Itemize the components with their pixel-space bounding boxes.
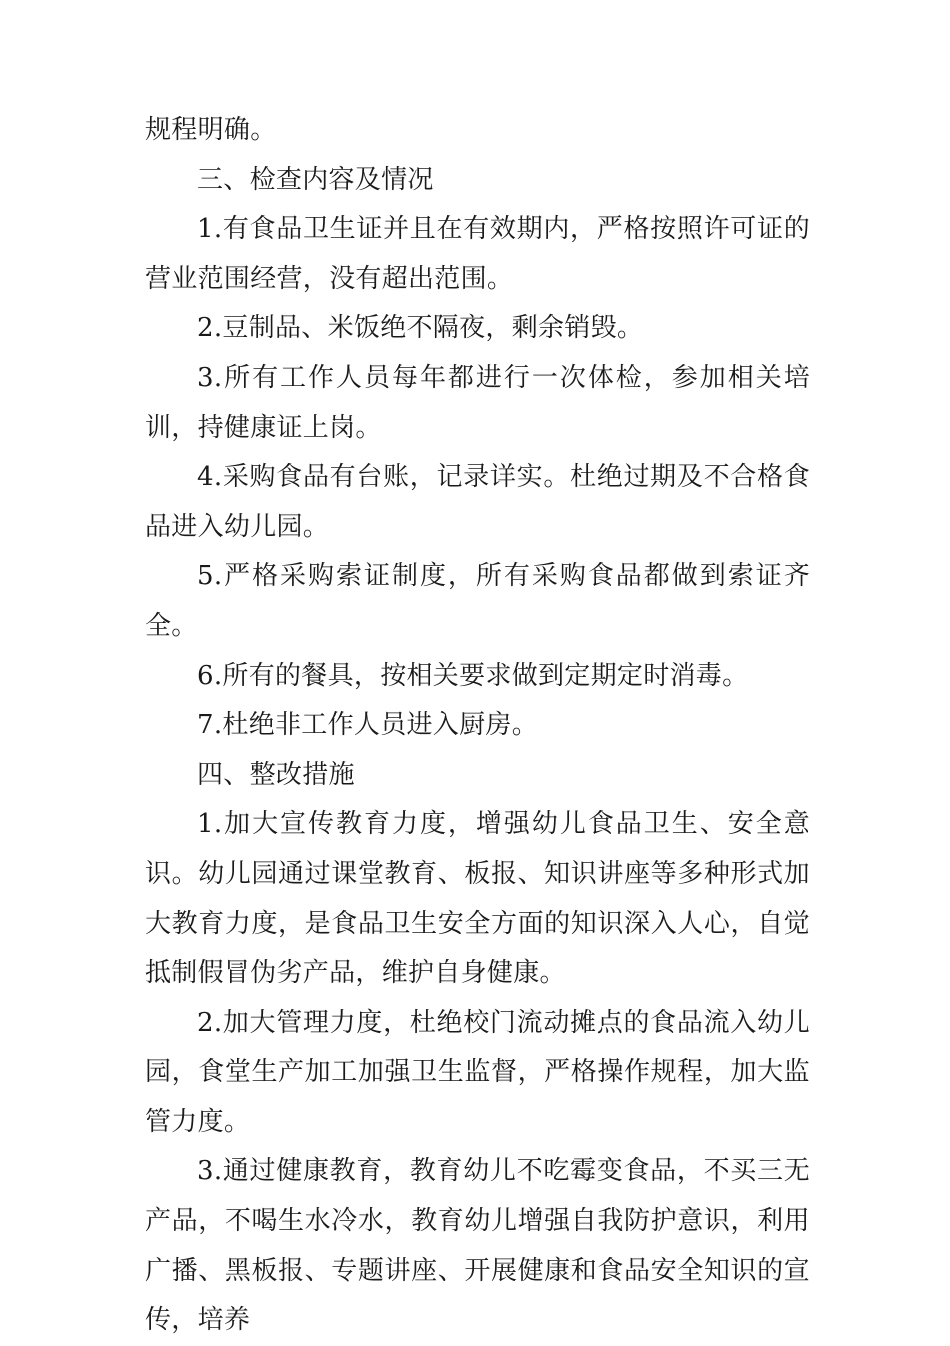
- paragraph-continuation: 规程明确。: [145, 115, 277, 145]
- inspection-item-2: 2.豆制品、米饭绝不隔夜，剩余销毁。: [197, 313, 644, 344]
- inspection-item-5: 5.严格采购索证制度，所有采购食品都做到索证齐全。: [145, 561, 810, 641]
- inspection-item-3: 3.所有工作人员每年都进行一次体检，参加相关培训，持健康证上岗。: [145, 362, 810, 443]
- inspection-item-6: 6.所有的餐具，按相关要求做到定期定时消毒。: [197, 660, 749, 691]
- inspection-item-1: 1.有食品卫生证并且在有效期内，严格按照许可证的营业范围经营，没有超出范围。: [145, 214, 810, 294]
- rectification-item-1: 1.加大宣传教育力度，增强幼儿食品卫生、安全意识。幼儿园通过课堂教育、板报、知识讲座等多种形式加大教育力度，是食品卫生安全方面的知识深入人心，自觉抵制假冒伪劣产品，维护自身健康。: [145, 809, 810, 989]
- rectification-item-2: 2.加大管理力度，杜绝校门流动摊点的食品流入幼儿园，食堂生产加工加强卫生监督，严格操作规程，加大监管力度。: [145, 1007, 810, 1137]
- rectification-item-3: 3.通过健康教育，教育幼儿不吃霉变食品，不买三无产品，不喝生水冷水，教育幼儿增强自我防护意识，利用广播、黑板报、专题讲座、开展健康和食品安全知识的宣传，培养: [145, 1156, 810, 1336]
- inspection-item-4: 4.采购食品有台账，记录详实。杜绝过期及不合格食品进入幼儿园。: [145, 462, 810, 542]
- section-heading-inspection: 三、检查内容及情况: [197, 164, 434, 195]
- inspection-item-7: 7.杜绝非工作人员进入厨房。: [197, 710, 539, 741]
- section-heading-rectification: 四、整改措施: [197, 759, 355, 790]
- document-body: [145, 106, 810, 1346]
